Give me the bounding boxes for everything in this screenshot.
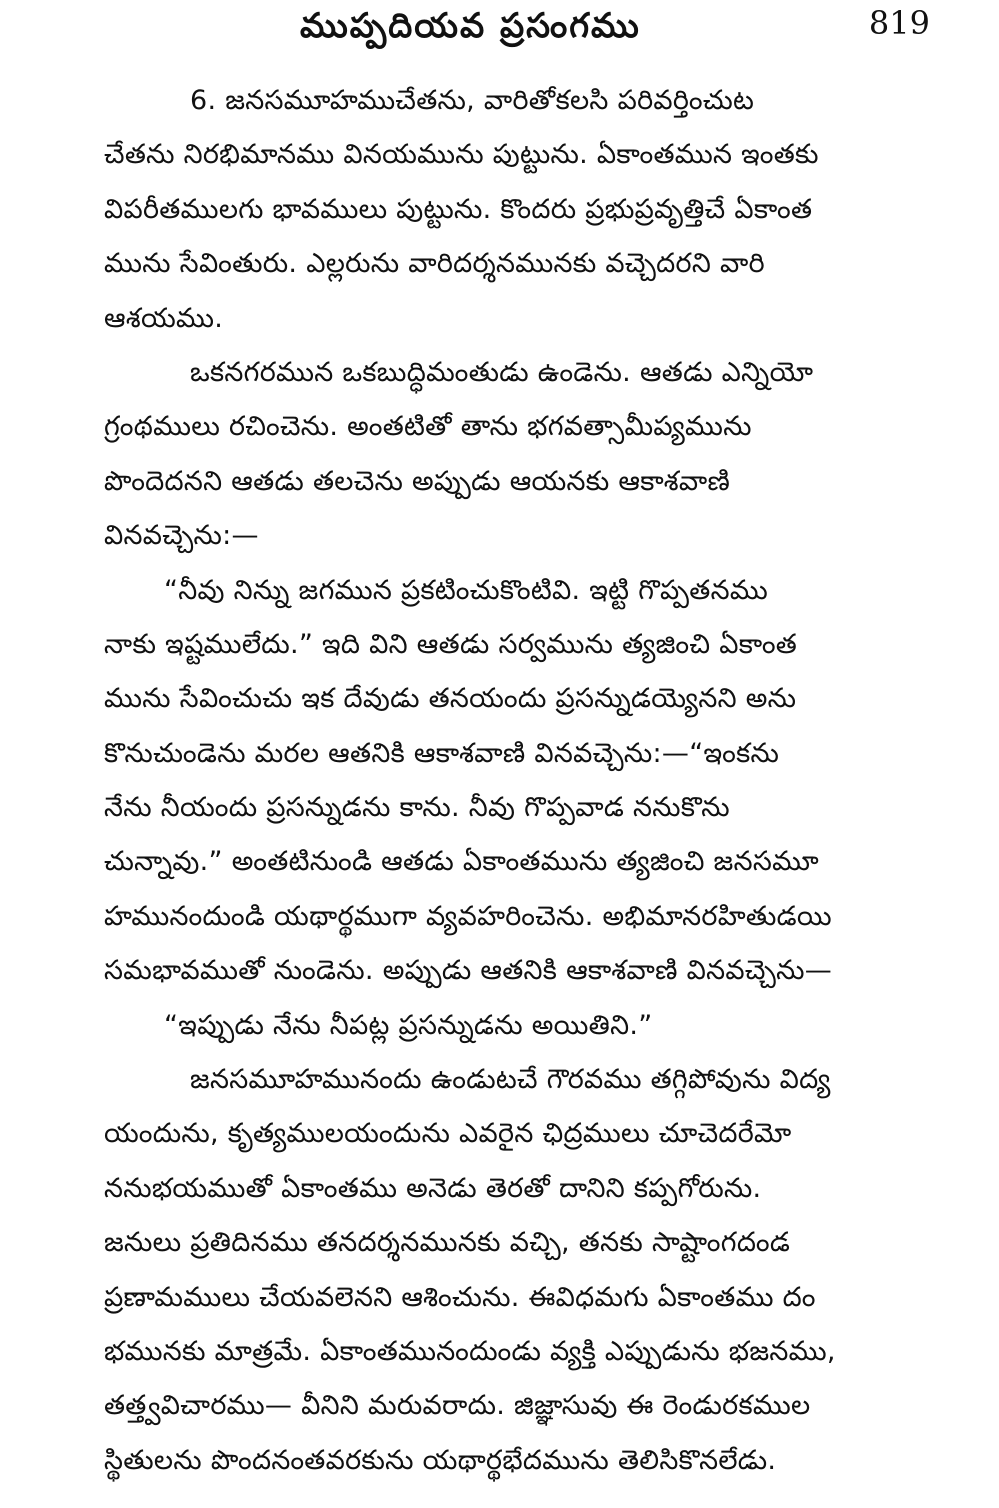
text-line: పొందెదనని ఆతడు తలచెను అప్పుడు ఆయనకు ఆకాశవాణి (104, 465, 731, 497)
page-number: 819 (868, 4, 930, 42)
text-line: కొనుచుండెను మరల ఆతనికి ఆకాశవాణి వినవచ్చెను:—“ఇంకను (104, 737, 780, 769)
text-line: సమభావముతో నుండెను. అప్పుడు ఆతనికి ఆకాశవాణి వినవచ్చెను— (104, 955, 833, 987)
text-line: వినవచ్చెను:— (104, 520, 259, 552)
text-line: స్థితులను పొందనంతవరకును యథార్థభేదమును తెలిసికొనలేడు. (104, 1444, 777, 1476)
text-line: భమునకు మాత్రమే. ఏకాంతమునందుండు వ్యక్తి ఎప్పుడును భజనము, (104, 1335, 836, 1367)
text-line: మును సేవించుచు ఇక దేవుడు తనయందు ప్రసన్నుడయ్యెనని అను (104, 683, 797, 715)
text-line: “ఇప్పుడు నేను నీపట్ల ప్రసన్నుడను అయితిని.” (164, 1009, 653, 1041)
text-line: చున్నావు.” అంతటినుండి ఆతడు ఏకాంతమును త్యజించి జనసమూ (104, 846, 820, 878)
text-line: తత్త్వవిచారము— వీనిని మరువరాదు. జిజ్ఞాసువు ఈ రెండురకముల (104, 1390, 811, 1422)
text-line: జనులు ప్రతిదినము తనదర్శనమునకు వచ్చి, తనకు సాష్టాంగదండ (104, 1227, 791, 1259)
text-line: జనసమూహమునందు ఉండుటచే గౌరవము తగ్గిపోవును విద్య (190, 1064, 831, 1096)
text-line: నాకు ఇష్టములేదు.” ఇది విని ఆతడు సర్వమును త్యజించి ఏకాంత (104, 628, 798, 660)
text-line: మును సేవింతురు. ఎల్లరును వారిదర్శనమునకు వచ్చెదరని వారి (104, 248, 765, 280)
text-line: ఒకనగరమున ఒకబుద్ధిమంతుడు ఉండెను. ఆతడు ఎన్నియో (190, 356, 814, 388)
text-line: విపరీతములగు భావములు పుట్టును. కొందరు ప్రభుప్రవృత్తిచే ఏకాంత (104, 193, 813, 225)
text-line: హమునందుండి యథార్థముగా వ్యవహరించెను. అభిమానరహితుడయి (104, 900, 832, 932)
text-line: నేను నీయందు ప్రసన్నుడను కాను. నీవు గొప్పవాడ ననుకొను (104, 792, 730, 824)
text-line: యందును, కృత్యములయందును ఎవరైన ఛిద్రములు చూచెదరేమో (104, 1118, 792, 1150)
text-line: ఆశయము. (104, 302, 224, 334)
page-header (100, 2, 930, 52)
text-line: చేతను నిరభిమానము వినయమును పుట్టును. ఏకాంతమున ఇంతకు (104, 139, 819, 171)
body-text (104, 74, 940, 1488)
running-title: ముప్పదియవ ప్రసంగము (300, 6, 641, 46)
text-line: ప్రణామములు చేయవలెనని ఆశించును. ఈవిధమగు ఏకాంతము దం (104, 1281, 816, 1313)
text-line: 6. జనసమూహముచేతను, వారితోకలసి పరివర్తించుట (190, 85, 755, 116)
text-line: ననుభయముతో ఏకాంతము అనెడు తెరతో దానిని కప్పగోరును. (104, 1172, 762, 1204)
text-line: “నీవు నిన్ను జగమున ప్రకటించుకొంటివి. ఇట్టి గొప్పతనము (164, 574, 769, 606)
text-line: గ్రంథములు రచించెను. అంతటితో తాను భగవత్సామీప్యమును (104, 411, 752, 443)
